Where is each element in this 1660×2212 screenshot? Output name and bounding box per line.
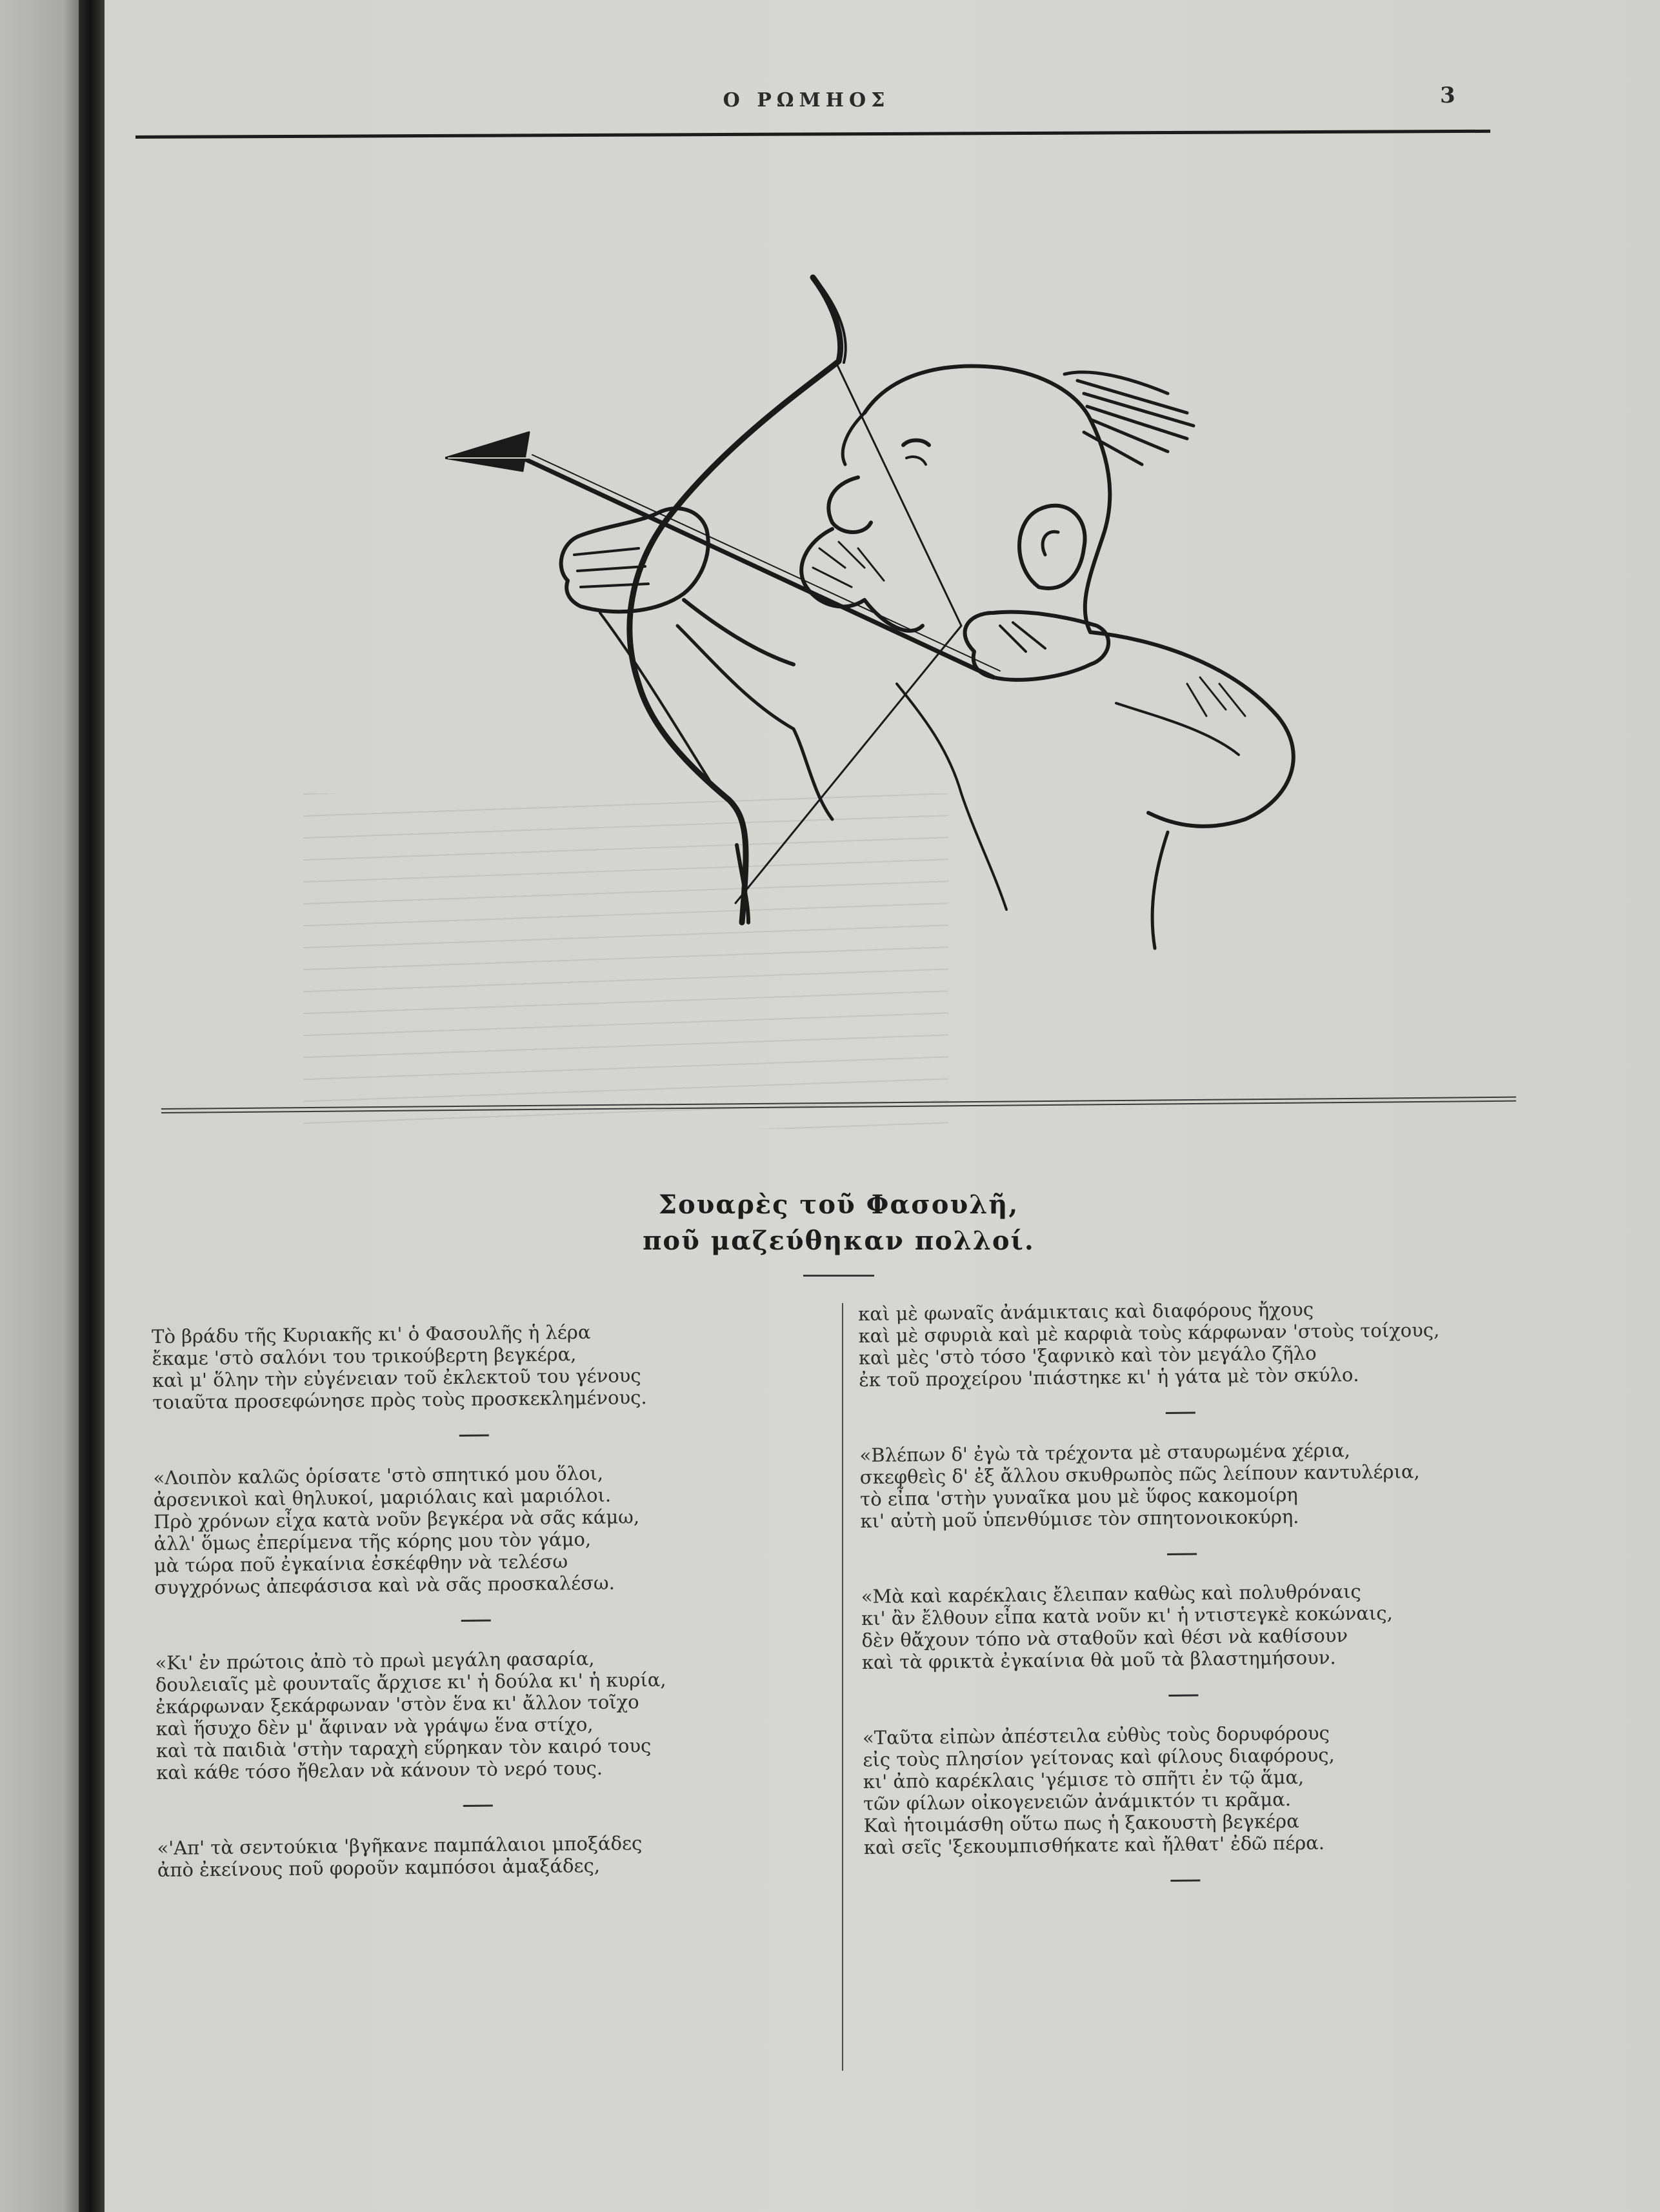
- verse-line: καὶ μὲ σφυριὰ καὶ μὲ καρφιὰ τοὺς κάρφωναν 'στοὺς τοίχους,: [858, 1319, 1440, 1347]
- stanza-separator: [463, 1805, 493, 1807]
- stanza: [859, 1437, 1518, 1532]
- verse-line: κι' ἀπὸ καρέκλαις 'γέμισε τὸ σπῆτι ἐν τῷ ἅμα,: [863, 1766, 1305, 1793]
- verse-line: καὶ μ' ὅλην τὴν εὐγένειαν τοῦ ἐκλεκτοῦ του γένους: [152, 1364, 641, 1391]
- verse-line: καὶ μὲ φωναῖς ἀνάμικταις καὶ διαφόρους ἤχους: [858, 1298, 1314, 1325]
- verse-line: «Λοιπὸν καλῶς ὁρίσατε 'στὸ σπητικό μου ὅλοι,: [153, 1462, 604, 1489]
- verse-line: ἀλλ' ὅμως ἐπερίμενα τῆς κόρης μου τὸν γάμο,: [154, 1528, 592, 1555]
- stanza: [153, 1460, 812, 1599]
- verse-line: «Μὰ καὶ καρέκλαις ἔλειπαν καθὼς καὶ πολυθρόναις: [861, 1580, 1361, 1608]
- stanza: [861, 1579, 1520, 1673]
- verse-line: τὸ εἶπα 'στὴν γυναῖκα μου μὲ ὕφος κακομοίρη: [860, 1483, 1298, 1510]
- verse-line: καὶ μὲς 'στὸ τόσο 'ξαφνικὸ καὶ τὸν μεγάλο ζῆλο: [858, 1342, 1317, 1369]
- verse-line: κι' αὐτὴ μοῦ ὑπενθύμισε τὸν σπητονοικοκύρη.: [860, 1505, 1299, 1532]
- page-number: 3: [1440, 83, 1455, 108]
- verse-line: Καὶ ἡτοιμάσθη οὕτω πως ἡ ξακουστὴ βεγκέρα: [863, 1809, 1299, 1837]
- verse-line: καὶ τὰ φρικτὰ ἐγκαίνια θὰ μοῦ τὰ βλαστημήσουν.: [861, 1646, 1336, 1673]
- stanza-separator: [1167, 1553, 1197, 1555]
- title-line-2: ποῦ μαζεύθηκαν πολλοί.: [643, 1226, 1035, 1256]
- verse-line: δὲν θἄχουν τόπο νὰ σταθοῦν καὶ θέσι νὰ καθίσουν: [861, 1624, 1348, 1651]
- title-line-1: Σουαρὲς τοῦ Φασουλῆ,: [658, 1190, 1019, 1220]
- verse-line: καὶ τὰ παιδιὰ 'στὴν ταραχὴ εὕρηκαν τὸν καιρό τους: [155, 1734, 652, 1762]
- running-head: Ο ΡΩΜΗΟΣ: [723, 89, 890, 112]
- stanza: [155, 1645, 814, 1784]
- verse-line: ἐκάρφωναν ξεκάρφωναν 'στὸν ἕνα κι' ἄλλον τοῖχο: [155, 1691, 639, 1718]
- verse-line: καὶ ἥσυχο δὲν μ' ἄφιναν νὰ γράψω ἕνα στίχο,: [155, 1713, 594, 1740]
- left-column: [152, 1319, 815, 1881]
- stanza: [152, 1319, 810, 1413]
- verse-line: Τὸ βράδυ τῆς Κυριακῆς κι' ὁ Φασουλῆς ἡ λέρα: [152, 1320, 591, 1348]
- verse-line: καὶ κάθε τόσο ἤθελαν νὰ κάνουν τὸ νερό τους.: [156, 1757, 603, 1784]
- verse-line: εἰς τοὺς πλησίον γείτονας καὶ φίλους διαφόρους,: [863, 1744, 1335, 1771]
- verse-line: κι' ἂν ἔλθουν εἶπα κατὰ νοῦν κι' ἡ ντιστεγκὲ κοκώναις,: [861, 1602, 1393, 1629]
- stanza-separator: [1166, 1412, 1195, 1414]
- right-column: [858, 1296, 1523, 1912]
- stanza-separator: [1170, 1879, 1200, 1881]
- stanza: [157, 1830, 815, 1881]
- verse-line: ἀπὸ ἐκείνους ποῦ φοροῦν καμπόσοι ἀμαξάδες,: [157, 1854, 601, 1881]
- header-rule: [135, 130, 1490, 139]
- stanza-separator: [461, 1620, 491, 1622]
- verse-line: ἔκαμε 'στὸ σαλόνι του τρικούβερτη βεγκέρα,: [152, 1343, 577, 1370]
- verse-line: ἀρσενικοὶ καὶ θηλυκοί, μαριόλαις καὶ μαριόλοι.: [153, 1484, 612, 1511]
- verse-line: «Βλέπων δ' ἐγὼ τὰ τρέχοντα μὲ σταυρωμένα χέρια,: [859, 1439, 1350, 1466]
- column-divider: [842, 1303, 843, 2071]
- verse-line: «Ταῦτα εἰπὼν ἀπέστειλα εὐθὺς τοὺς δορυφόρους: [862, 1722, 1330, 1749]
- stanza: [863, 1720, 1522, 1858]
- verse-line: μὰ τώρα ποῦ ἐγκαίνια ἐσκέφθην νὰ τελέσω: [154, 1550, 568, 1577]
- verse-line: δουλειαῖς μὲ φουνταῖς ἄρχισε κι' ἡ δούλα κι' ἡ κυρία,: [155, 1668, 666, 1696]
- article-title: [581, 1187, 1097, 1259]
- verse-line: σκεφθεὶς δ' ἐξ ἄλλου σκυθρωπὸς πῶς λείπουν καντυλέρια,: [859, 1460, 1420, 1488]
- binding-gutter: [79, 0, 105, 2212]
- stanza-separator: [1168, 1695, 1198, 1697]
- archer-caricature-illustration: [445, 264, 1335, 974]
- title-rule: [803, 1275, 874, 1277]
- stanza-separator: [459, 1435, 489, 1437]
- verse-line: «Κι' ἐν πρώτοις ἀπὸ τὸ πρωὶ μεγάλη φασαρία,: [155, 1647, 595, 1674]
- verse-line: τοιαῦτα προσεφώνησε πρὸς τοὺς προσκεκλημένους.: [152, 1386, 647, 1413]
- verse-line: τῶν φίλων οἰκογενειῶν ἀνάμικτόν τι κρᾶμα.: [863, 1788, 1292, 1815]
- verse-line: «'Απ' τὰ σεντούκια 'βγῆκανε παμπάλαιοι μποξάδες: [157, 1832, 643, 1859]
- verse-line: Πρὸ χρόνων εἶχα κατὰ νοῦν βεγκέρα νὰ σᾶς κάμω,: [154, 1506, 640, 1533]
- verse-line: ἐκ τοῦ προχείρου 'πιάστηκε κι' ἡ γάτα μὲ τὸν σκύλο.: [859, 1363, 1359, 1391]
- verse-line: συγχρόνως ἀπεφάσισα καὶ νὰ σᾶς προσκαλέσω.: [154, 1571, 615, 1599]
- stanza: [858, 1296, 1517, 1391]
- previous-page-edge: [0, 0, 79, 2212]
- verse-line: καὶ σεῖς 'ξεκουμπισθήκατε καὶ ἤλθατ' ἐδῶ πέρα.: [863, 1831, 1325, 1858]
